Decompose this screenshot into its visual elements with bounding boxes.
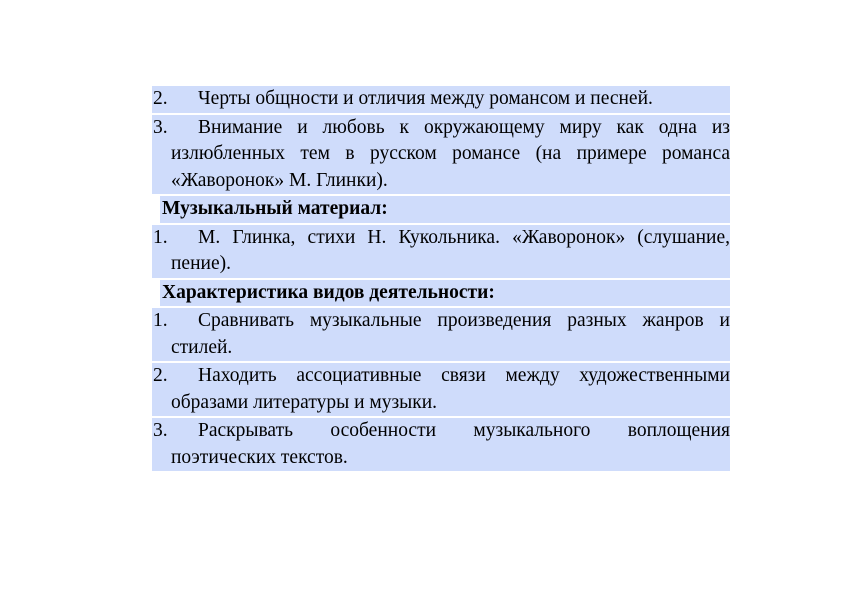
list-item-text: М. Глинка, стихи Н. Кукольника. «Жаворонок» (слушание, пение). [171,226,730,274]
list-item [152,363,730,416]
list-item-text: Сравнивать музыкальные произведения разных жанров и стилей. [171,310,730,358]
list-item [152,225,730,278]
list-item-number: 2. [153,365,168,386]
list-item-number: 3. [153,116,168,138]
section-heading-activities: Характеристика видов деятельности: [160,280,730,307]
list-item [152,418,730,471]
list-item-text: Внимание и любовь к окружающему миру как одна из излюбленных тем в русском романсе (на примере романса «Жаворонок» М. Глинки). [171,116,730,191]
list-item [152,115,730,195]
list-item-number: 3. [153,420,168,441]
list-item-number: 1. [153,310,168,331]
list-item-number: 1. [153,226,168,248]
document-body [152,86,730,473]
list-item [152,308,730,361]
section-heading-music: Музыкальный материал: [160,196,730,223]
list-item-text: Раскрывать особенности музыкального воплощения поэтических текстов. [171,420,730,468]
list-item-text: Черты общности и отличия между романсом и песней. [198,88,653,109]
list-item-number: 2. [153,88,168,109]
list-item-text: Находить ассоциативные связи между художественными образами литературы и музыки. [171,365,730,413]
list-item [152,86,730,113]
